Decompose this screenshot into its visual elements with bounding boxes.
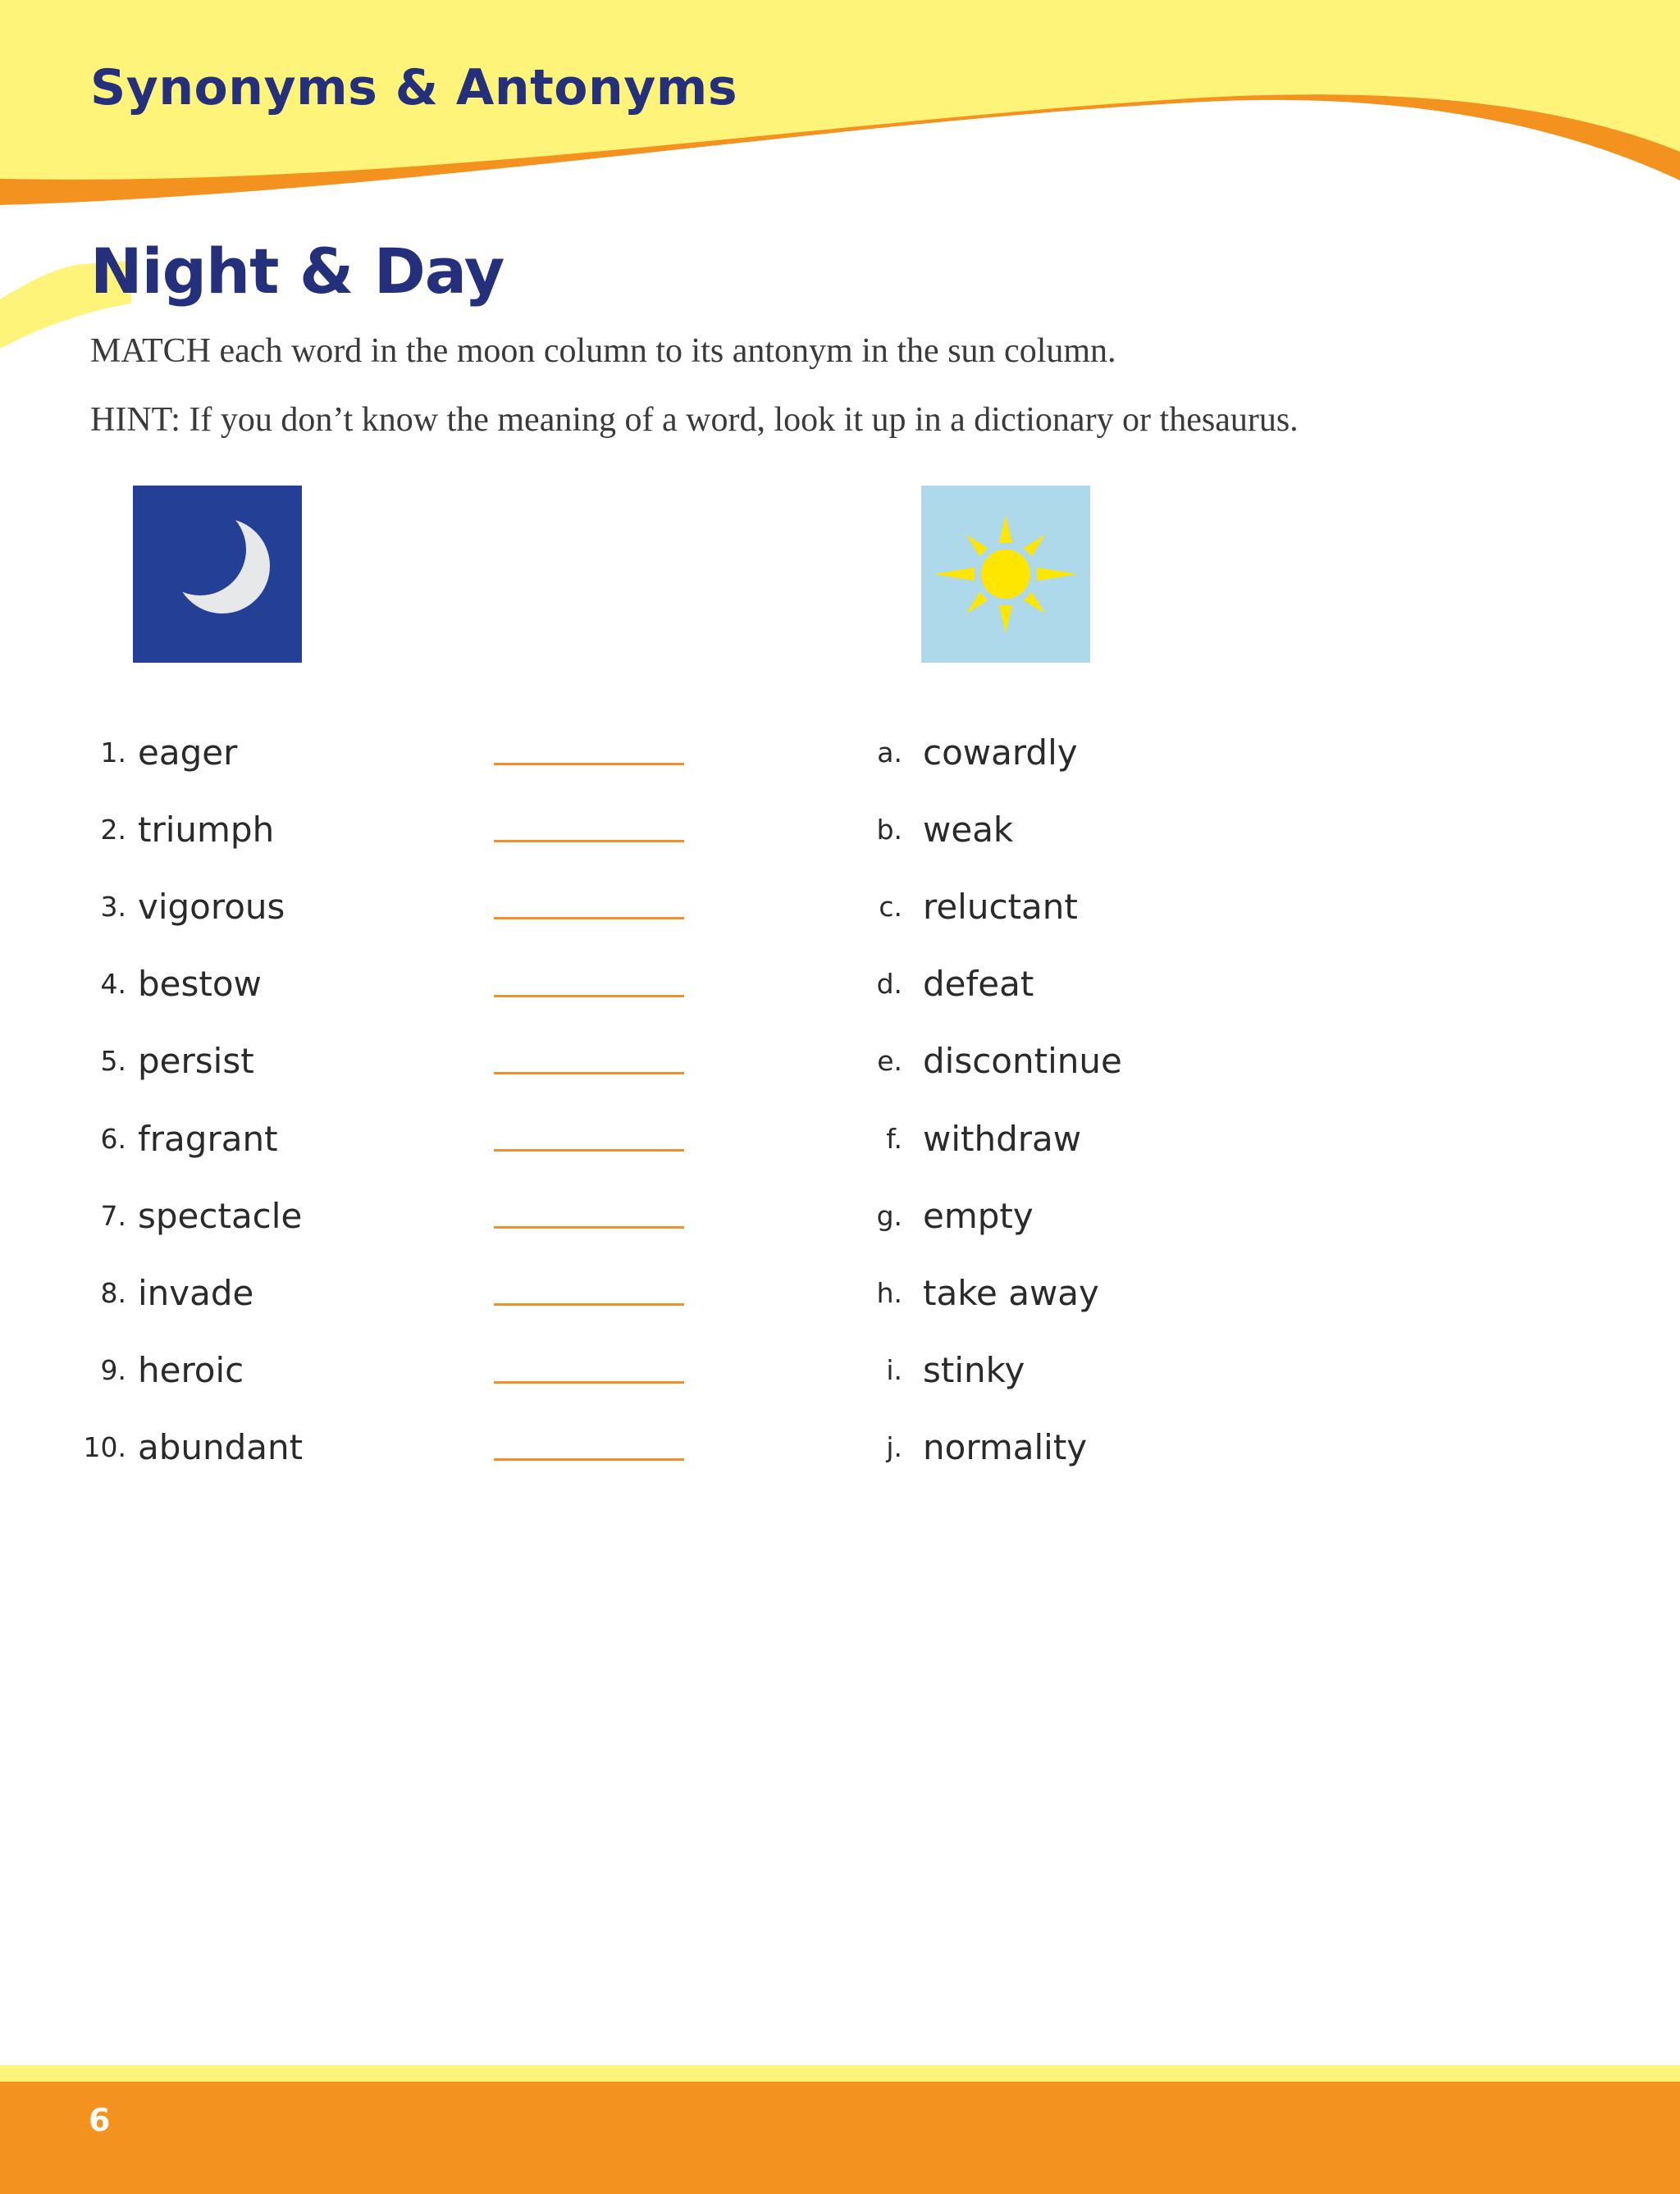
- item-word: withdraw: [923, 1118, 1082, 1159]
- item-word: empty: [923, 1195, 1034, 1236]
- item-number: 7.: [100, 1199, 126, 1232]
- item-word: spectacle: [138, 1195, 303, 1236]
- item-letter: i.: [886, 1354, 902, 1387]
- moon-item-9: [74, 1332, 303, 1409]
- item-word: eager: [138, 732, 238, 773]
- item-number: 10.: [83, 1431, 126, 1464]
- sun-item-h: [870, 1254, 1122, 1331]
- answer-blank-8[interactable]: [494, 1303, 684, 1306]
- item-word: take away: [923, 1272, 1099, 1313]
- item-number: 2.: [100, 813, 126, 846]
- moon-item-1: [74, 714, 303, 791]
- sun-item-i: [870, 1332, 1122, 1409]
- page-number: 6: [89, 2102, 111, 2138]
- moon-item-2: [74, 791, 303, 868]
- item-letter: d.: [876, 968, 902, 1001]
- sun-item-b: [870, 791, 1122, 868]
- item-word: discontinue: [923, 1041, 1122, 1082]
- answer-blank-7[interactable]: [494, 1226, 684, 1229]
- moon-item-3: [74, 868, 303, 945]
- item-word: cowardly: [923, 732, 1078, 773]
- item-letter: f.: [886, 1122, 902, 1155]
- moon-item-7: [74, 1177, 303, 1254]
- section-title: Synonyms & Antonyms: [90, 59, 738, 116]
- item-word: persist: [138, 1041, 254, 1082]
- item-letter: h.: [876, 1276, 902, 1309]
- item-word: bestow: [138, 964, 262, 1005]
- item-word: heroic: [138, 1350, 244, 1391]
- item-word: abundant: [138, 1427, 304, 1468]
- item-number: 6.: [100, 1122, 126, 1155]
- sun-item-c: [870, 868, 1122, 945]
- hint-text: HINT: If you don’t know the meaning of a word, look it up in a dictionary or thesaurus.: [90, 401, 1299, 439]
- answer-blank-2[interactable]: [494, 840, 684, 842]
- sun-item-a: [870, 714, 1122, 791]
- item-number: 5.: [100, 1045, 126, 1078]
- footer-stripe: [0, 2065, 1680, 2082]
- item-number: 8.: [100, 1276, 126, 1309]
- answer-blank-5[interactable]: [494, 1072, 684, 1074]
- sun-item-d: [870, 946, 1122, 1023]
- item-letter: b.: [876, 813, 902, 846]
- sun-word-list: [870, 714, 1122, 1486]
- moon-item-4: [74, 946, 303, 1023]
- item-word: reluctant: [923, 886, 1078, 927]
- moon-word-list: [74, 714, 303, 1486]
- item-letter: j.: [886, 1431, 902, 1464]
- item-letter: g.: [876, 1199, 902, 1232]
- answer-blank-1[interactable]: [494, 763, 684, 765]
- item-word: vigorous: [138, 886, 285, 927]
- item-word: fragrant: [138, 1118, 278, 1159]
- sun-item-g: [870, 1177, 1122, 1254]
- answer-blank-3[interactable]: [494, 917, 684, 919]
- item-letter: a.: [877, 736, 902, 769]
- item-word: weak: [923, 809, 1014, 850]
- moon-item-6: [74, 1100, 303, 1177]
- item-letter: e.: [877, 1045, 902, 1078]
- footer-bar: [0, 2082, 1680, 2194]
- crescent-moon-icon: [133, 486, 302, 663]
- item-number: 3.: [100, 890, 126, 923]
- answer-blank-9[interactable]: [494, 1381, 684, 1384]
- answer-blank-4[interactable]: [494, 995, 684, 997]
- item-word: invade: [138, 1272, 254, 1313]
- moon-item-8: [74, 1254, 303, 1331]
- moon-item-10: [74, 1409, 303, 1486]
- activity-title: Night & Day: [90, 235, 504, 308]
- instruction-text: MATCH each word in the moon column to its antonym in the sun column.: [90, 332, 1116, 370]
- sun-item-j: [870, 1409, 1122, 1486]
- item-number: 1.: [100, 736, 126, 769]
- sun-item-e: [870, 1023, 1122, 1100]
- item-number: 4.: [100, 968, 126, 1001]
- answer-blank-6[interactable]: [494, 1149, 684, 1152]
- item-word: stinky: [923, 1350, 1025, 1391]
- moon-item-5: [74, 1023, 303, 1100]
- answer-blank-10[interactable]: [494, 1458, 684, 1461]
- item-word: defeat: [923, 964, 1034, 1005]
- sun-icon: [921, 486, 1090, 663]
- item-letter: c.: [879, 890, 902, 923]
- item-word: normality: [923, 1427, 1088, 1468]
- item-word: triumph: [138, 809, 275, 850]
- item-number: 9.: [100, 1354, 126, 1387]
- sun-item-f: [870, 1100, 1122, 1177]
